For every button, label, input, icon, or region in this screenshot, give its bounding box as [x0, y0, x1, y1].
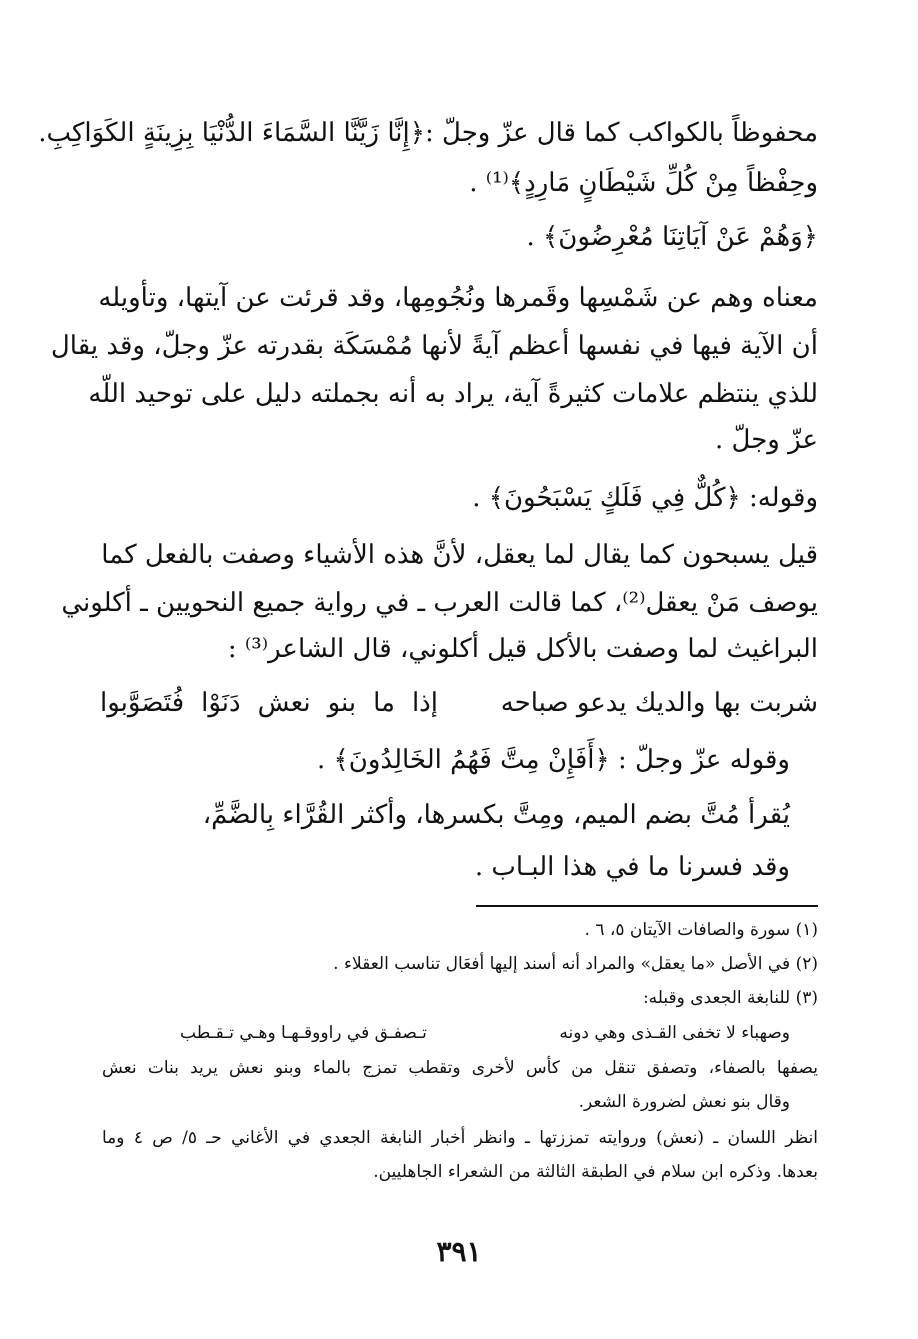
footnote-poem-second-hemistich: تـصفـق في راووقـهـا وهـي تـقـطب — [180, 1023, 427, 1043]
poem-second-hemistich: إذا ما بنو نعش دَنَوْا فُتَصَوَّبوا — [100, 688, 438, 718]
footnote: انظر اللسان ـ (نعش) وروايته تمززتها ـ وانظر أخبار النابغة الجعدي في الأغاني حـ ٥/ ص ٤ وما — [102, 1128, 818, 1148]
body-line: وحِفْظاً مِنْ كُلِّ شَيْطَانٍ مَارِدٍ﴾⁽¹⁾ . — [469, 168, 818, 198]
footnote: وقال بنو نعش لضرورة الشعر. — [578, 1092, 790, 1112]
footnote: يصفها بالصفاء، وتصفق تنقل من كأس لأخرى وتقطب تمزج بالماء وبنو نعش يريد بنات نعش — [102, 1058, 818, 1078]
footnote: (٢) في الأصل «ما يعقل» والمراد أنه أسند إليها أفعَال تناسب العقلاء . — [333, 954, 818, 974]
body-line: البراغيث لما وصفت بالأكل قيل أكلوني، قال الشاعر⁽³⁾ : — [227, 634, 818, 664]
footnote: بعدها. وذكره ابن سلام في الطبقة الثالثة من الشعراء الجاهليين. — [373, 1162, 818, 1182]
body-line: وقد فسرنا ما في هذا البـاب . — [474, 852, 790, 882]
page-number: ٣٩١ — [436, 1235, 482, 1268]
body-line: أن الآية فيها في نفسها أعظم آيةً لأنها مُمْسَكَة بقدرته عزّ وجلّ، وقد يقال — [50, 331, 818, 361]
quran-verse: وقوله عزّ وجلّ : ﴿أَفَإِنْ مِتَّ فَهُمُ الخَالِدُونَ﴾ . — [317, 745, 790, 775]
body-line: قيل يسبحون كما يقال لما يعقل، لأنَّ هذه الأشياء وصفت بالفعل كما — [101, 540, 818, 570]
body-line: معناه وهم عن شَمْسِها وقَمرها ونُجُومِها، وقد قرئت عن آيتها، وتأويله — [98, 283, 818, 313]
body-line: للذي ينتظم علامات كثيرةً آية، يراد به أنه بجملته دليل على توحيد اللّه — [88, 379, 818, 409]
body-line: يُقرأ مُتَّ بضم الميم، ومِتَّ بكسرها، وأكثر القُرَّاء بِالضَّمِّ، — [202, 800, 790, 830]
body-line: يوصف مَنْ يعقل⁽²⁾، كما قالت العرب ـ في رواية جميع النحويين ـ أكلوني — [61, 588, 818, 618]
footnote-poem-first-hemistich: وصهباء لا تخفى القـذى وهي دونه — [559, 1023, 790, 1043]
footnote: (٣) للنابغة الجعدى وقبله: — [642, 988, 818, 1008]
footnote: (١) سورة والصافات الآيتان ٥، ٦ . — [584, 920, 818, 940]
quran-verse: وقوله: ﴿كُلٌّ فِي فَلَكٍ يَسْبَحُونَ﴾ . — [472, 483, 818, 513]
poem-first-hemistich: شربت بها والديك يدعو صباحه — [500, 688, 818, 718]
quran-verse: ﴿وَهُمْ عَنْ آيَاتِنَا مُعْرِضُونَ﴾ . — [526, 222, 818, 252]
footnote-separator — [476, 905, 818, 907]
body-line: محفوظاً بالكواكب كما قال عزّ وجلّ :﴿إِنَّا زَيَّنَّا السَّمَاءَ الدُّنْيَا بِزِينَةٍ الكَوَاكِبِ. — [38, 118, 818, 148]
body-line: عزّ وجلّ . — [715, 425, 818, 455]
